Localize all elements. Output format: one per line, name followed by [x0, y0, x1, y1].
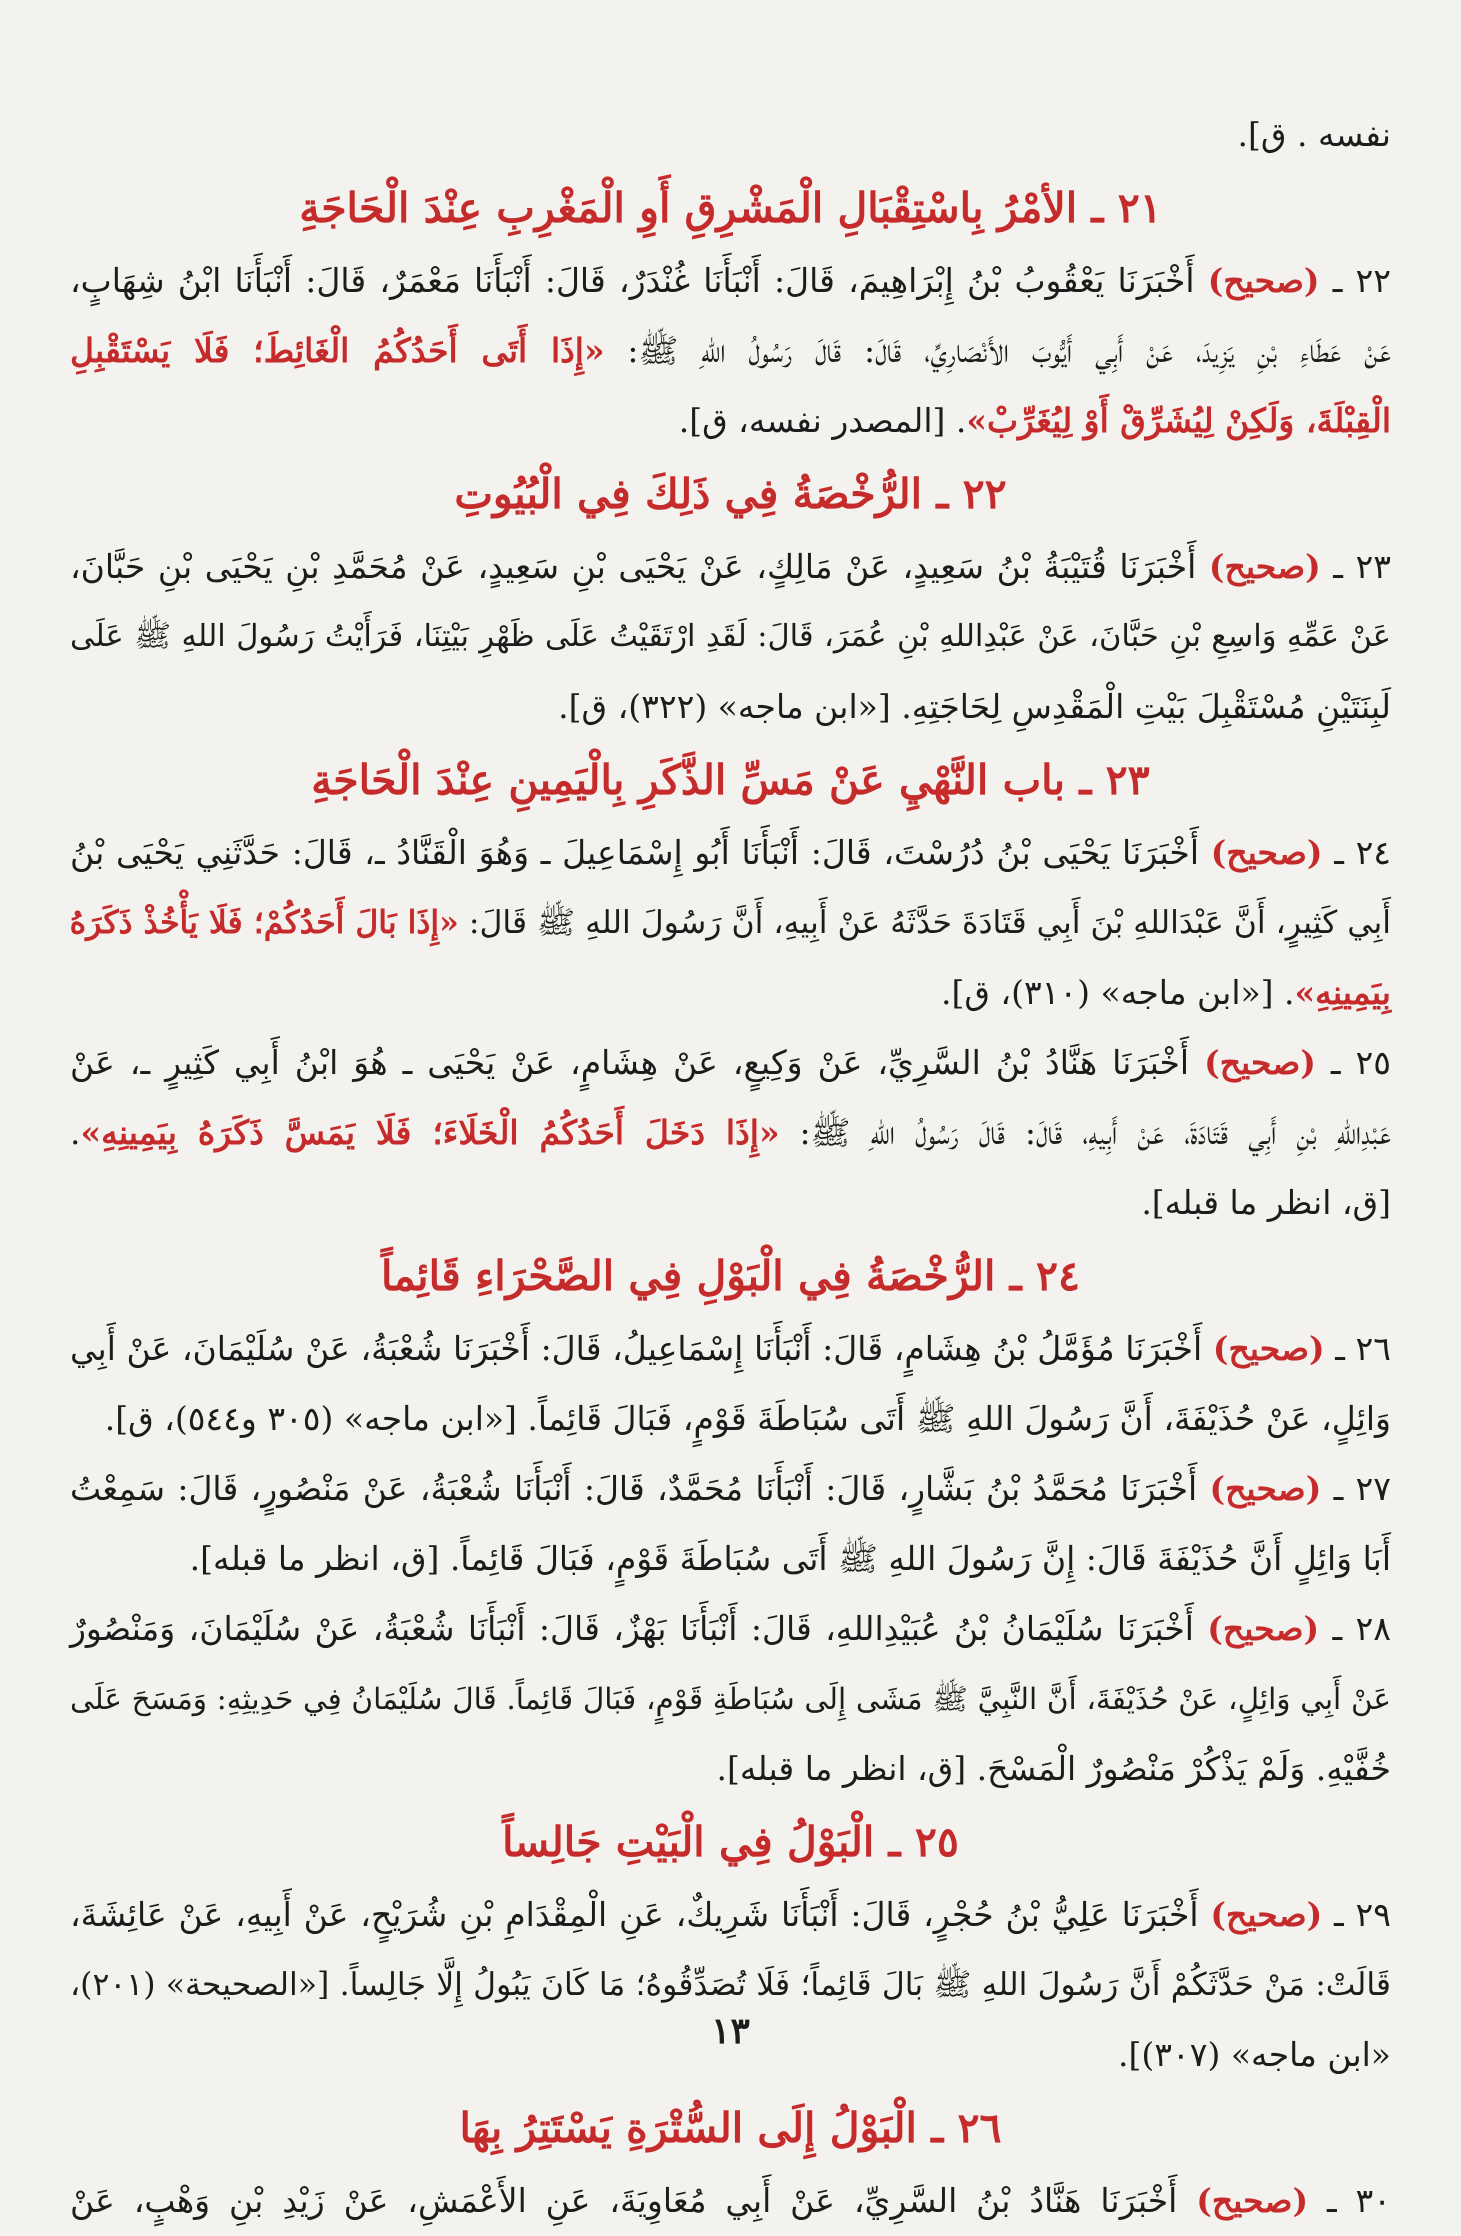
grade-label: (صحيح) [1208, 547, 1321, 586]
chapter-heading: ٢٥ ـ الْبَوْلُ فِي الْبَيْتِ جَالِساً [502, 1818, 959, 1866]
text-span: ٢٢ ـ [1319, 261, 1391, 300]
text-line [70, 532, 1391, 602]
grade-label: (صحيح) [1209, 1469, 1322, 1508]
text-span: أَخْبَرَنَا مُؤَمَّلُ بْنُ هِشَامٍ، قَالَ: أَنْبَأَنَا إِسْمَاعِيلُ، قَالَ: أَخْبَرَنَا شُعْبَةُ، عَنْ سُلَيْمَانَ، عَنْ أَبِي [70, 1329, 1213, 1368]
text-line [70, 1524, 1391, 1594]
text-span: أَبَا وَائِلٍ أَنَّ حُذَيْفَةَ قَالَ: إِنَّ رَسُولَ اللهِ ﷺ أَتَى سُبَاطَةَ قَوْمٍ، فَبَالَ قَائِماً. [ق، انظر ما قبله]. [189, 1539, 1391, 1578]
text-line [70, 958, 1391, 1028]
text-span: ٢٨ ـ [1319, 1609, 1391, 1648]
grade-label: (صحيح) [1210, 1895, 1323, 1934]
text-span: أَخْبَرَنَا مُحَمَّدُ بْنُ بَشَّارٍ، قَالَ: أَنْبَأَنَا مُحَمَّدٌ، قَالَ: أَنْبَأَنَا شُعْبَةُ، عَنْ مَنْصُورٍ، قَالَ: سَمِعْتُ [70, 1469, 1210, 1508]
text-line [70, 672, 1391, 742]
text-line [70, 818, 1391, 888]
chapter-heading: ٢٣ ـ باب النَّهْيِ عَنْ مَسِّ الذَّكَرِ بِالْيَمِينِ عِنْدَ الْحَاجَةِ [311, 756, 1150, 804]
text-span: أَبِي كَثِيرٍ، أَنَّ عَبْدَاللهِ بْنَ أَبِي قَتَادَةَ حَدَّثَهُ عَنْ أَبِيهِ، أَنَّ رَسُولَ اللهِ ﷺ قَالَ: [458, 905, 1391, 941]
text-span: عَنْ عَطَاءِ بْنِ يَزِيدَ، عَنْ أَبِي أَيُّوبَ الأَنْصَارِيِّ، قَالَ: قَالَ رَسُولُ اللهِ ﷺ: [604, 331, 1391, 370]
text-span: عَنْ عَمِّهِ وَاسِعِ بْنِ حَبَّانَ، عَنْ عَبْدِاللهِ بْنِ عُمَرَ، قَالَ: لَقَدِ ارْتَقَيْتُ عَلَى ظَهْرِ بَيْتِنَا، فَرَأَيْتُ رَسُولَ اللهِ ﷺ عَلَى [70, 619, 1391, 654]
text-span: ٢٦ ـ [1324, 1329, 1391, 1368]
grade-label: (صحيح) [1207, 1609, 1320, 1648]
text-line [70, 2166, 1391, 2236]
text-line [70, 1098, 1391, 1168]
text-span: أَخْبَرَنَا يَعْقُوبُ بْنُ إِبْرَاهِيمَ، قَالَ: أَنْبَأَنَا غُنْدَرٌ، قَالَ: أَنْبَأَنَا مَعْمَرٌ، قَالَ: أَنْبَأَنَا ابْنُ شِهَابٍ، [70, 261, 1208, 300]
text-span: أَخْبَرَنَا عَلِيُّ بْنُ حُجْرٍ، قَالَ: أَنْبَأَنَا شَرِيكٌ، عَنِ الْمِقْدَامِ بْنِ شُرَيْحٍ، عَنْ أَبِيهِ، عَنْ عَائِشَةَ، [70, 1895, 1211, 1934]
text-span: ٢٤ ـ [1322, 833, 1392, 872]
text-line [70, 246, 1391, 316]
text-line [70, 602, 1391, 672]
chapter-heading: ٢٤ ـ الرُّخْصَةُ فِي الْبَوْلِ فِي الصَّحْرَاءِ قَائِماً [380, 1252, 1081, 1300]
chapter-heading: ٢٦ ـ الْبَوْلُ إِلَى السُّتْرَةِ يَسْتَتِرُ بِهَا [459, 2104, 1002, 2152]
text-span: «ابن ماجه» (٣٠٧)]. [1118, 2035, 1391, 2074]
hadith-quote: «إِذَا أَتَى أَحَدُكُمُ الْغَائِطَ؛ فَلَا يَسْتَقْبِلِ [70, 331, 605, 370]
chapter-heading: ٢٢ ـ الرُّخْصَةُ فِي ذَلِكَ فِي الْبُيُوتِ [454, 470, 1007, 518]
text-line [70, 316, 1391, 386]
text-span: أَخْبَرَنَا يَحْيَى بْنُ دُرُسْتَ، قَالَ: أَنْبَأَنَا أَبُو إِسْمَاعِيلَ ـ وَهُوَ الْقَنَّادُ ـ، قَالَ: حَدَّثَنِي يَحْيَى بْنُ [70, 833, 1211, 872]
grade-label: (صحيح) [1207, 261, 1320, 300]
text-span: ٢٩ ـ [1322, 1895, 1391, 1934]
chapter-heading: ٢١ ـ الأمْرُ بِاسْتِقْبَالِ الْمَشْرِقِ أَوِ الْمَغْرِبِ عِنْدَ الْحَاجَةِ [299, 184, 1162, 232]
text-line [70, 1734, 1391, 1804]
text-line [70, 1594, 1391, 1664]
text-line [70, 100, 1391, 170]
text-line [70, 1168, 1391, 1238]
text-line [70, 888, 1391, 958]
text-line [70, 1664, 1391, 1734]
grade-label: (صحيح) [1210, 833, 1323, 872]
text-line [70, 1314, 1391, 1384]
text-span: ٢٥ ـ [1315, 1043, 1391, 1082]
grade-label: (صحيح) [1204, 1043, 1316, 1082]
text-span: عَبْدِاللهِ بْنِ أَبِي قَتَادَةَ، عَنْ أَبِيهِ، قَالَ: قَالَ رَسُولُ اللهِ ﷺ: [779, 1113, 1392, 1152]
text-span: ٢٧ ـ [1321, 1469, 1391, 1508]
text-span: . [المصدر نفسه، ق]. [678, 401, 967, 440]
text-span: أَخْبَرَنَا هَنَّادُ بْنُ السَّرِيِّ، عَنْ أَبِي مُعَاوِيَةَ، عَنِ الأَعْمَشِ، عَنْ زَيْدِ بْنِ وَهْبٍ، عَنْ [70, 2181, 1197, 2220]
text-line [70, 1028, 1391, 1098]
text-span: نفسه . ق]. [1237, 115, 1391, 154]
text-span: قَالَتْ: مَنْ حَدَّثَكُمْ أَنَّ رَسُولَ اللهِ ﷺ بَالَ قَائِماً؛ فَلَا تُصَدِّقُوهُ؛ مَا كَانَ يَبُولُ إِلَّا جَالِساً. [«الصحيحة» (٢٠١)، [70, 1967, 1391, 2003]
text-span: . [70, 1113, 81, 1152]
text-span: أَخْبَرَنَا هَنَّادُ بْنُ السَّرِيِّ، عَنْ وَكِيعٍ، عَنْ هِشَامٍ، عَنْ يَحْيَى ـ هُوَ ابْنُ أَبِي كَثِيرٍ ـ، عَنْ [70, 1043, 1205, 1082]
text-span: ٢٣ ـ [1320, 547, 1391, 586]
hadith-quote: «إِذَا بَالَ أَحَدُكُمْ؛ فَلَا يَأْخُذْ ذَكَرَهُ [69, 904, 459, 941]
text-span: . [«ابن ماجه» (٣١٠)، ق]. [940, 973, 1295, 1012]
text-span: خُفَّيْهِ. وَلَمْ يَذْكُرْ مَنْصُورٌ الْمَسْحَ. [ق، انظر ما قبله]. [716, 1749, 1391, 1788]
text-span: ٣٠ ـ [1308, 2181, 1391, 2220]
text-span: عَنْ أَبِي وَائِلٍ، عَنْ حُذَيْفَةَ، أَنَّ النَّبِيَّ ﷺ مَشَى إِلَى سُبَاطَةِ قَوْمٍ، فَبَالَ قَائِماً. قَالَ سُلَيْمَانُ فِي حَدِيثِهِ: وَمَسَحَ عَلَى [70, 1682, 1391, 1716]
text-span: وَائِلٍ، عَنْ حُذَيْفَةَ، أَنَّ رَسُولَ اللهِ ﷺ أَتَى سُبَاطَةَ قَوْمٍ، فَبَالَ قَائِماً. [«ابن ماجه» (٣٠٥ و٥٤٤)، ق]. [104, 1399, 1391, 1438]
text-span: أَخْبَرَنَا سُلَيْمَانُ بْنُ عُبَيْدِاللهِ، قَالَ: أَنْبَأَنَا بَهْزٌ، قَالَ: أَنْبَأَنَا شُعْبَةُ، عَنْ سُلَيْمَانَ، وَمَنْصُورٌ [70, 1609, 1208, 1648]
text-line [70, 1384, 1391, 1454]
hadith-quote: «إِذَا دَخَلَ أَحَدُكُمُ الْخَلَاءَ؛ فَلَا يَمَسَّ ذَكَرَهُ بِيَمِينِهِ» [80, 1113, 780, 1152]
text-line [70, 1880, 1391, 1950]
text-span: أَخْبَرَنَا قُتَيْبَةُ بْنُ سَعِيدٍ، عَنْ مَالِكٍ، عَنْ يَحْيَى بْنِ سَعِيدٍ، عَنْ مُحَمَّدِ بْنِ يَحْيَى بْنِ حَبَّانَ، [70, 547, 1209, 586]
hadith-quote: الْقِبْلَةَ، وَلَكِنْ لِيُشَرِّقْ أَوْ لِيُغَرِّبْ» [966, 401, 1391, 440]
hadith-quote: بِيَمِينِهِ» [1294, 973, 1391, 1012]
text-line [70, 386, 1391, 456]
text-span: لَبِنَتَيْنِ مُسْتَقْبِلَ بَيْتِ الْمَقْدِسِ لِحَاجَتِهِ. [«ابن ماجه» (٣٢٢)، ق]. [558, 687, 1391, 726]
grade-label: (صحيح) [1212, 1329, 1325, 1368]
text-line [70, 1454, 1391, 1524]
text-span: [ق، انظر ما قبله]. [1141, 1183, 1391, 1222]
grade-label: (صحيح) [1196, 2181, 1309, 2220]
page-number: ١٣ [711, 2010, 750, 2052]
